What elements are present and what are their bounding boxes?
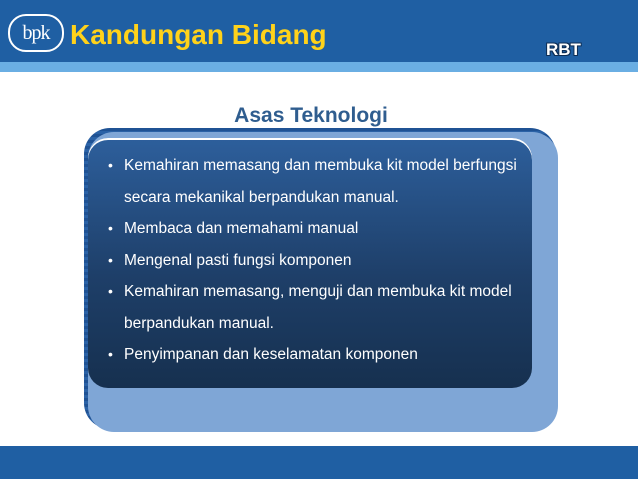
bullet-icon: • [108, 283, 113, 299]
header-band [0, 62, 638, 72]
list-item-text: Kemahiran memasang, menguji dan membuka kit model berpandukan manual. [124, 283, 512, 332]
bpk-logo [8, 14, 64, 52]
list-item-text: Kemahiran memasang dan membuka kit model berfungsi secara mekanikal berpandukan manual. [124, 157, 517, 206]
bullet-icon: • [108, 251, 113, 268]
list-item [108, 150, 526, 213]
section-title-text: Asas Teknologi [234, 104, 388, 127]
list-item [108, 213, 526, 245]
bullet-icon: • [108, 220, 113, 236]
bullet-list [108, 150, 526, 371]
list-item [108, 245, 526, 277]
page-title: Kandungan Bidang [70, 19, 327, 50]
bullet-icon: • [108, 346, 113, 362]
list-item [108, 339, 526, 371]
list-item [108, 276, 526, 339]
list-item-text: Mengenal pasti fungsi komponen [124, 251, 352, 269]
list-item-text: Membaca dan memahami manual [124, 220, 359, 237]
bullet-icon: • [108, 157, 113, 173]
section-title [0, 104, 638, 128]
rbt-tag: RBT [546, 40, 581, 59]
logo-text: bpk [22, 21, 50, 44]
footer-bar [0, 446, 638, 479]
list-item-text: Penyimpanan dan keselamatan komponen [124, 346, 418, 363]
